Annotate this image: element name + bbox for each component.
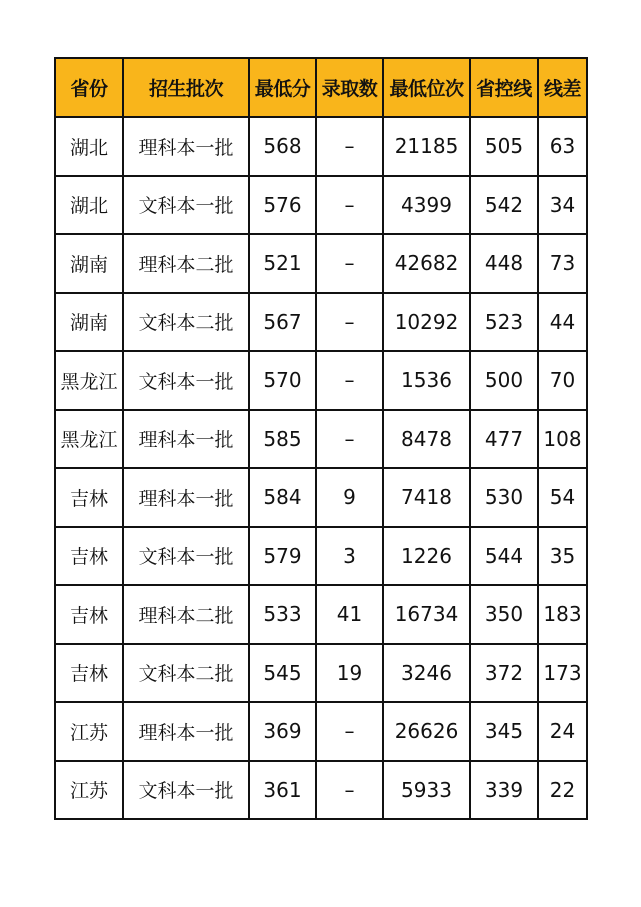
min-score-cell: 576	[249, 176, 316, 235]
control-line-cell: 477	[470, 410, 538, 469]
table-body	[55, 117, 587, 819]
line-diff-cell: 54	[538, 468, 587, 527]
admitted-count-cell: –	[316, 761, 383, 820]
column-header-admitted-count: 录取数	[316, 58, 383, 117]
table-header-row	[55, 58, 587, 117]
control-line-cell: 372	[470, 644, 538, 703]
column-header-batch: 招生批次	[123, 58, 249, 117]
control-line-cell: 500	[470, 351, 538, 410]
batch-cell: 文科本一批	[123, 351, 249, 410]
column-header-line-diff: 线差	[538, 58, 587, 117]
batch-cell: 文科本二批	[123, 644, 249, 703]
batch-cell: 理科本一批	[123, 702, 249, 761]
control-line-cell: 345	[470, 702, 538, 761]
admitted-count-cell: –	[316, 234, 383, 293]
province-cell: 江苏	[55, 702, 123, 761]
line-diff-cell: 22	[538, 761, 587, 820]
admitted-count-cell: –	[316, 410, 383, 469]
column-header-control-line: 省控线	[470, 58, 538, 117]
table-row	[55, 351, 587, 410]
province-cell: 黑龙江	[55, 351, 123, 410]
batch-cell: 文科本一批	[123, 527, 249, 586]
admitted-count-cell: –	[316, 293, 383, 352]
table-row	[55, 585, 587, 644]
table-row	[55, 410, 587, 469]
min-rank-cell: 16734	[383, 585, 470, 644]
min-rank-cell: 3246	[383, 644, 470, 703]
min-rank-cell: 8478	[383, 410, 470, 469]
batch-cell: 理科本二批	[123, 234, 249, 293]
control-line-cell: 350	[470, 585, 538, 644]
province-cell: 吉林	[55, 468, 123, 527]
batch-cell: 理科本一批	[123, 468, 249, 527]
min-rank-cell: 42682	[383, 234, 470, 293]
line-diff-cell: 183	[538, 585, 587, 644]
line-diff-cell: 70	[538, 351, 587, 410]
min-rank-cell: 7418	[383, 468, 470, 527]
min-score-cell: 585	[249, 410, 316, 469]
min-rank-cell: 26626	[383, 702, 470, 761]
line-diff-cell: 44	[538, 293, 587, 352]
table-row	[55, 293, 587, 352]
province-cell: 湖南	[55, 293, 123, 352]
province-cell: 吉林	[55, 585, 123, 644]
province-cell: 黑龙江	[55, 410, 123, 469]
province-cell: 吉林	[55, 527, 123, 586]
column-header-min-score: 最低分	[249, 58, 316, 117]
line-diff-cell: 173	[538, 644, 587, 703]
table-row	[55, 176, 587, 235]
admitted-count-cell: 41	[316, 585, 383, 644]
province-cell: 江苏	[55, 761, 123, 820]
table-row	[55, 761, 587, 820]
min-rank-cell: 21185	[383, 117, 470, 176]
min-score-cell: 361	[249, 761, 316, 820]
min-score-cell: 570	[249, 351, 316, 410]
control-line-cell: 544	[470, 527, 538, 586]
table-row	[55, 702, 587, 761]
batch-cell: 文科本二批	[123, 293, 249, 352]
min-score-cell: 568	[249, 117, 316, 176]
min-rank-cell: 4399	[383, 176, 470, 235]
admitted-count-cell: –	[316, 176, 383, 235]
table-row	[55, 234, 587, 293]
min-rank-cell: 1226	[383, 527, 470, 586]
line-diff-cell: 63	[538, 117, 587, 176]
min-score-cell: 369	[249, 702, 316, 761]
batch-cell: 理科本二批	[123, 585, 249, 644]
province-cell: 湖南	[55, 234, 123, 293]
min-score-cell: 579	[249, 527, 316, 586]
column-header-min-rank: 最低位次	[383, 58, 470, 117]
control-line-cell: 505	[470, 117, 538, 176]
province-cell: 湖北	[55, 176, 123, 235]
province-cell: 湖北	[55, 117, 123, 176]
column-header-province: 省份	[55, 58, 123, 117]
line-diff-cell: 35	[538, 527, 587, 586]
control-line-cell: 523	[470, 293, 538, 352]
control-line-cell: 542	[470, 176, 538, 235]
table-row	[55, 117, 587, 176]
min-rank-cell: 5933	[383, 761, 470, 820]
admitted-count-cell: 19	[316, 644, 383, 703]
control-line-cell: 339	[470, 761, 538, 820]
min-score-cell: 567	[249, 293, 316, 352]
control-line-cell: 530	[470, 468, 538, 527]
line-diff-cell: 73	[538, 234, 587, 293]
admission-score-table	[54, 57, 588, 820]
min-score-cell: 584	[249, 468, 316, 527]
table-row	[55, 644, 587, 703]
min-score-cell: 533	[249, 585, 316, 644]
admitted-count-cell: –	[316, 702, 383, 761]
control-line-cell: 448	[470, 234, 538, 293]
min-score-cell: 545	[249, 644, 316, 703]
admitted-count-cell: –	[316, 117, 383, 176]
min-rank-cell: 1536	[383, 351, 470, 410]
table-row	[55, 468, 587, 527]
line-diff-cell: 34	[538, 176, 587, 235]
batch-cell: 文科本一批	[123, 176, 249, 235]
line-diff-cell: 108	[538, 410, 587, 469]
batch-cell: 理科本一批	[123, 117, 249, 176]
batch-cell: 文科本一批	[123, 761, 249, 820]
line-diff-cell: 24	[538, 702, 587, 761]
min-score-cell: 521	[249, 234, 316, 293]
min-rank-cell: 10292	[383, 293, 470, 352]
admitted-count-cell: 9	[316, 468, 383, 527]
admitted-count-cell: –	[316, 351, 383, 410]
province-cell: 吉林	[55, 644, 123, 703]
table-row	[55, 527, 587, 586]
admitted-count-cell: 3	[316, 527, 383, 586]
batch-cell: 理科本一批	[123, 410, 249, 469]
